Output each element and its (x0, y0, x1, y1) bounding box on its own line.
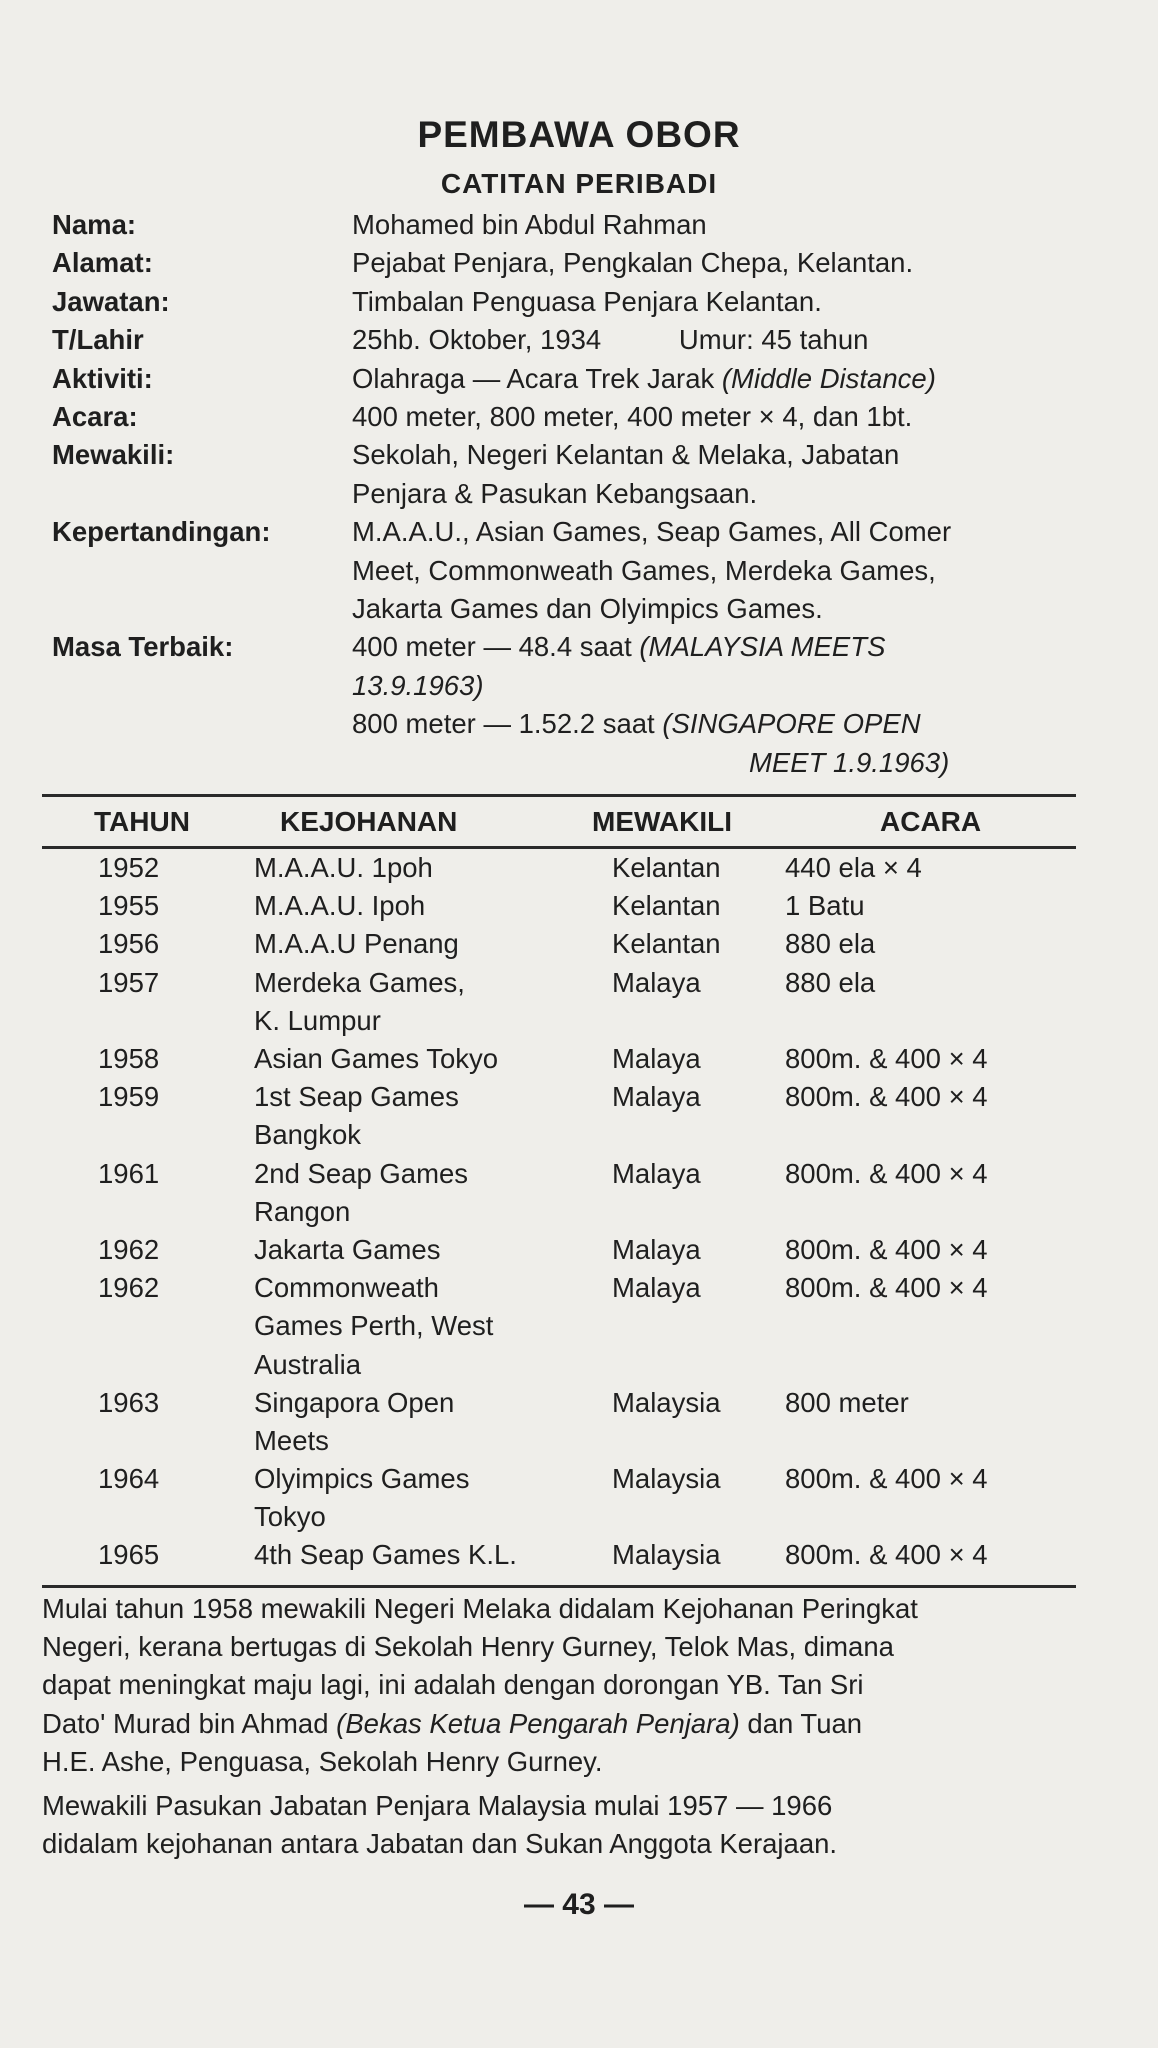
cell-acara: 800m. & 400 × 4 (785, 1272, 988, 1304)
cell-kejohanan (254, 925, 594, 963)
info-row-aktiviti (52, 360, 1112, 398)
cell-mewakili: Kelantan (612, 928, 721, 960)
cell-acara: 880 ela (785, 966, 876, 998)
age-value: 45 tahun (761, 324, 869, 356)
info-label: Acara: (52, 401, 138, 433)
cell-tahun: 1956 (98, 928, 160, 960)
cell-kejohanan (254, 1155, 594, 1231)
header-kejohanan: KEJOHANAN (280, 806, 458, 837)
cell-acara: 800m. & 400 × 4 (785, 1081, 988, 1113)
cell-kejohanan-line: 1st Seap Games (254, 1081, 459, 1113)
table-header (42, 806, 1076, 844)
info-row-alamat (52, 244, 1112, 282)
table-row (42, 1269, 1076, 1384)
info-value (352, 436, 1112, 513)
cell-kejohanan-line: Australia (254, 1348, 361, 1380)
cell-kejohanan-line: M.A.A.U. Ipoh (254, 890, 426, 922)
activity-text: Olahraga — Acara Trek Jarak (352, 362, 715, 394)
info-line: Penjara & Pasukan Kebangsaan. (352, 477, 758, 509)
table-row (42, 1078, 1076, 1154)
cell-tahun: 1952 (98, 852, 160, 883)
info-row-kepertandingan (52, 513, 1112, 628)
cell-kejohanan-line: Jakarta Games (254, 1233, 441, 1265)
cell-kejohanan-line: M.A.A.U. 1poh (254, 852, 433, 883)
cell-kejohanan-line: Tokyo (254, 1501, 326, 1533)
cell-acara: 880 ela (785, 928, 876, 960)
cell-kejohanan (254, 849, 594, 887)
table-row (42, 964, 1076, 1040)
info-label: Jawatan: (52, 285, 170, 317)
activity-italic: (Middle Distance) (721, 362, 936, 394)
table-row (42, 849, 1076, 887)
cell-kejohanan-line: Bangkok (254, 1119, 362, 1151)
table-row (42, 1155, 1076, 1231)
info-row-mewakili (52, 436, 1112, 513)
cell-kejohanan (254, 1384, 594, 1460)
best-time-800: 800 meter — 1.52.2 saat (352, 708, 655, 740)
info-row-jawatan (52, 283, 1112, 321)
cell-acara: 800m. & 400 × 4 (785, 1539, 988, 1571)
cell-mewakili: Kelantan (612, 852, 721, 883)
cell-kejohanan-line: Rangon (254, 1195, 351, 1227)
cell-acara: 1 Batu (785, 890, 865, 922)
info-value (352, 513, 1112, 628)
info-label: Nama: (52, 209, 137, 240)
cell-kejohanan-line: Singapora Open (254, 1386, 455, 1418)
note-line (42, 1705, 1082, 1743)
info-label: Mewakili: (52, 439, 175, 471)
cell-kejohanan-line: Olyimpics Games (254, 1463, 470, 1495)
info-row-masa-terbaik (52, 628, 1112, 782)
table-row (42, 1040, 1076, 1078)
cell-kejohanan (254, 887, 594, 925)
info-value: Mohamed bin Abdul Rahman (352, 209, 707, 240)
note-line: H.E. Ashe, Penguasa, Sekolah Henry Gurney. (42, 1745, 603, 1777)
info-line: Sekolah, Negeri Kelantan & Melaka, Jabatan (352, 439, 900, 471)
cell-kejohanan-line: Meets (254, 1424, 329, 1456)
note-text: dan Tuan (747, 1707, 863, 1739)
note-line: Mulai tahun 1958 mewakili Negeri Melaka didalam Kejohanan Peringkat (42, 1593, 918, 1624)
cell-kejohanan-line: K. Lumpur (254, 1004, 381, 1036)
cell-kejohanan-line: 2nd Seap Games (254, 1157, 469, 1189)
cell-mewakili: Malaya (612, 1081, 701, 1113)
info-label: Aktiviti: (52, 362, 153, 394)
cell-acara: 800m. & 400 × 4 (785, 1042, 988, 1074)
table-bottom-rule (42, 1585, 1076, 1588)
best-time-800-date: MEET 1.9.1963) (749, 746, 950, 778)
cell-kejohanan-line: 4th Seap Games K.L. (254, 1539, 517, 1571)
cell-mewakili: Malaya (612, 1042, 701, 1074)
info-label: Masa Terbaik: (52, 631, 234, 663)
cell-tahun: 1961 (98, 1157, 160, 1189)
notes (42, 1590, 1082, 1863)
info-row-tlahir (52, 321, 1112, 359)
note-line: Negeri, kerana bertugas di Sekolah Henry Gurney, Telok Mas, dimana (42, 1631, 894, 1663)
cell-kejohanan (254, 1536, 594, 1574)
cell-tahun: 1958 (98, 1042, 160, 1074)
cell-acara: 800m. & 400 × 4 (785, 1463, 988, 1495)
cell-tahun: 1963 (98, 1386, 160, 1418)
info-value (352, 628, 1112, 782)
cell-mewakili: Kelantan (612, 890, 721, 922)
cell-kejohanan (254, 1460, 594, 1536)
table-row (42, 1231, 1076, 1269)
note-italic: (Bekas Ketua Pengarah Penjara) (336, 1707, 740, 1739)
table-row (42, 1384, 1076, 1460)
table-row (42, 925, 1076, 963)
table-row (42, 1536, 1076, 1574)
cell-kejohanan (254, 1040, 594, 1078)
info-line: Meet, Commonweath Games, Merdeka Games, (352, 554, 936, 586)
info-value (352, 360, 1112, 398)
page-subtitle: CATITAN PERIBADI (440, 168, 718, 199)
cell-tahun: 1962 (98, 1272, 160, 1304)
table-row (42, 1460, 1076, 1536)
cell-kejohanan (254, 1269, 594, 1384)
cell-acara: 800m. & 400 × 4 (785, 1233, 988, 1265)
page-number: — 43 — (523, 1888, 635, 1921)
info-row-nama (52, 206, 1112, 244)
table-top-rule (42, 794, 1076, 797)
cell-tahun: 1957 (98, 966, 160, 998)
table-row (42, 887, 1076, 925)
cell-mewakili: Malaya (612, 1233, 701, 1265)
info-value (352, 321, 1112, 359)
cell-tahun: 1964 (98, 1463, 160, 1495)
cell-kejohanan-line: Asian Games Tokyo (254, 1042, 499, 1074)
cell-tahun: 1959 (98, 1081, 160, 1113)
info-line: Jakarta Games dan Olyimpics Games. (352, 593, 823, 625)
cell-kejohanan-line: Games Perth, West (254, 1310, 494, 1342)
cell-tahun: 1962 (98, 1233, 160, 1265)
cell-mewakili: Malaysia (612, 1539, 721, 1571)
info-label: T/Lahir (52, 324, 144, 356)
cell-mewakili: Malaya (612, 1272, 701, 1304)
header-acara: ACARA (880, 806, 982, 837)
note-text: Dato' Murad bin Ahmad (42, 1707, 329, 1739)
personal-record (52, 206, 1112, 782)
birth-date: 25hb. Oktober, 1934 (352, 324, 602, 356)
best-time-800-meet: (SINGAPORE OPEN (662, 708, 921, 740)
info-line (352, 628, 1112, 666)
info-value: 400 meter, 800 meter, 400 meter × 4, dan 1bt. (352, 401, 913, 433)
cell-kejohanan-line: M.A.A.U Penang (254, 928, 459, 960)
results-table-body (42, 849, 1076, 1575)
cell-kejohanan (254, 964, 594, 1040)
cell-kejohanan (254, 1078, 594, 1154)
best-time-400-date: 13.9.1963) (352, 669, 484, 701)
note-line: didalam kejohanan antara Jabatan dan Sukan Anggota Kerajaan. (42, 1828, 838, 1860)
cell-kejohanan (254, 1231, 594, 1269)
page-title: PEMBAWA OBOR (417, 114, 741, 155)
cell-acara: 800m. & 400 × 4 (785, 1157, 988, 1189)
cell-tahun: 1965 (98, 1539, 160, 1571)
cell-mewakili: Malaysia (612, 1386, 721, 1418)
best-time-400: 400 meter — 48.4 saat (352, 631, 632, 663)
info-value: Pejabat Penjara, Pengkalan Chepa, Kelantan. (352, 247, 914, 279)
cell-mewakili: Malaysia (612, 1463, 721, 1495)
cell-kejohanan-line: Commonweath (254, 1272, 439, 1304)
note-line: dapat meningkat maju lagi, ini adalah dengan dorongan YB. Tan Sri (42, 1669, 864, 1701)
note-line: Mewakili Pasukan Jabatan Penjara Malaysia mulai 1957 — 1966 (42, 1790, 833, 1822)
info-value: Timbalan Penguasa Penjara Kelantan. (352, 285, 822, 317)
info-row-acara (52, 398, 1112, 436)
cell-kejohanan-line: Merdeka Games, (254, 966, 465, 998)
cell-mewakili: Malaya (612, 966, 701, 998)
info-label: Kepertandingan: (52, 516, 271, 548)
age-label: Umur: (678, 324, 754, 356)
cell-mewakili: Malaya (612, 1157, 701, 1189)
cell-acara: 440 ela × 4 (785, 852, 922, 883)
cell-acara: 800 meter (785, 1386, 909, 1418)
info-label: Alamat: (52, 247, 153, 279)
info-line: M.A.A.U., Asian Games, Seap Games, All Comer (352, 516, 952, 548)
best-time-400-meet: (MALAYSIA MEETS (639, 631, 886, 663)
info-line (352, 705, 1112, 743)
header-tahun: TAHUN (94, 806, 190, 837)
header-mewakili: MEWAKILI (592, 806, 732, 837)
cell-tahun: 1955 (98, 890, 160, 922)
